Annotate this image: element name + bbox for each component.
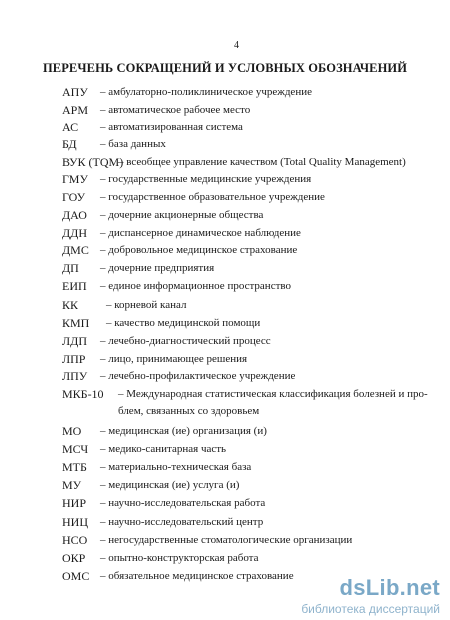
abbreviation-definition: – добровольное медицинское страхование [100,244,298,256]
abbreviation-term: НИЦ [62,515,88,529]
abbreviation-term: ЛПР [62,352,86,366]
abbreviation-definition: – автоматическое рабочее место [100,104,251,116]
abbreviation-term: МУ [62,478,82,492]
abbreviation-definition: – научно-исследовательский центр [100,516,264,528]
abbreviation-term: ДМС [62,243,89,257]
abbreviation-term: МСЧ [62,442,89,456]
abbreviation-definition: – государственное образовательное учреждение [100,191,325,203]
watermark-logo: dsLib.net [339,575,440,600]
abbreviation-definition: – дочерние акционерные общества [100,209,264,221]
abbreviation-term: МТБ [62,460,87,474]
abbreviation-term: АПУ [62,85,88,99]
abbreviation-definition: – обязательное медицинское страхование [100,570,294,582]
abbreviation-definition: – дочерние предприятия [100,262,215,274]
abbreviation-term: МКБ-10 [62,387,104,401]
abbreviation-definition: – автоматизированная система [100,121,243,133]
abbreviation-definition-continuation: блем, связанных со здоровьем [118,405,260,417]
abbreviation-term: КК [62,298,79,312]
abbreviation-term: ГМУ [62,172,88,186]
abbreviation-definition: – качество медицинской помощи [106,317,261,329]
abbreviation-term: КМП [62,316,90,330]
abbreviation-definition: – лечебно-профилактическое учреждение [100,370,296,382]
abbreviation-term: БД [62,137,77,151]
abbreviation-term: ДАО [62,208,87,222]
watermark [301,577,440,616]
page-title: ПЕРЕЧЕНЬ СОКРАЩЕНИЙ И УСЛОВНЫХ ОБОЗНАЧЕНИЙ [42,61,408,75]
abbreviation-definition: – база данных [100,138,166,150]
abbreviation-definition: – лечебно-диагностический процесс [100,335,271,347]
abbreviation-term: ЕИП [62,279,87,293]
abbreviation-definition: – медицинская (ие) услуга (и) [100,479,240,491]
abbreviation-definition: – лицо, принимающее решения [100,353,248,365]
abbreviation-definition: – медико-санитарная часть [100,443,227,455]
abbreviation-definition: – научно-исследовательская работа [100,497,266,509]
abbreviation-term: ОМС [62,569,90,583]
abbreviation-definition: – медицинская (ие) организация (и) [100,425,267,437]
abbreviation-term: ЛПУ [62,369,88,383]
abbreviation-term: ГОУ [62,190,86,204]
abbreviation-definition: – всеобщее управление качеством (Total Quality Management) [118,156,406,168]
abbreviation-definition: – опытно-конструкторская работа [100,552,259,564]
abbreviation-definition: – материально-техническая база [100,461,252,473]
abbreviation-term: АС [62,120,79,134]
abbreviation-definition: – амбулаторно-поликлиническое учреждение [100,86,312,98]
abbreviation-term: ЛДП [62,334,87,348]
abbreviation-term: АРМ [62,103,89,117]
abbreviation-definition: – единое информационное пространство [100,280,292,292]
abbreviation-term: ОКР [62,551,86,565]
page-number: 4 [234,40,239,51]
abbreviation-definition: – государственные медицинские учреждения [100,173,312,185]
abbreviation-term: ДП [62,261,79,275]
watermark-subtitle: библиотека диссертаций [301,602,440,616]
abbreviation-definition: – негосударственные стоматологические организации [100,534,353,546]
abbreviation-definition: – диспансерное динамическое наблюдение [100,227,301,239]
abbreviation-definition: – Международная статистическая классификация болезней и про- [118,388,428,400]
abbreviation-term: МО [62,424,82,438]
abbreviation-term: ВУК (TQM) [62,155,124,169]
abbreviation-definition: – корневой канал [106,299,187,311]
abbreviation-term: НИР [62,496,87,510]
abbreviation-term: ДДН [62,226,88,240]
abbreviation-term: НСО [62,533,88,547]
